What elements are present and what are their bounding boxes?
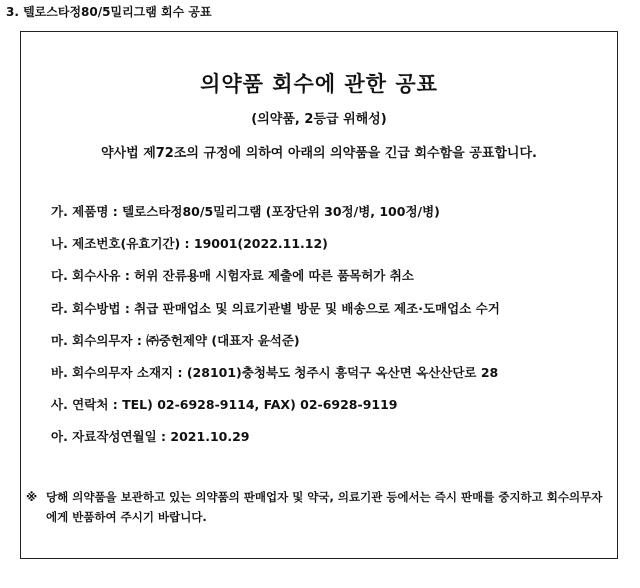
notice-title: 의약품 회수에 관한 공표 <box>200 72 438 96</box>
notice-subtitle: (의약품, 2등급 위해성) <box>251 112 387 127</box>
footnote-text: 당해 의약품을 보관하고 있는 의약품의 판매업자 및 약국, 의료기관 등에서는 즉시 판매를 중지하고 회수의무자에게 반품하여 주시기 바랍니다. <box>46 490 603 524</box>
detail-address: 바. 회수의무자 소재지 : (28101)충청북도 청주시 흥덕구 옥산면 옥산산단로 28 <box>51 364 499 380</box>
detail-recall-method: 라. 회수방법 : 취급 판매업소 및 의료기관별 방문 및 배송으로 제조·도매업소 수거 <box>51 300 500 316</box>
detail-product-name: 가. 제품명 : 텔로스타정80/5밀리그램 (포장단위 30정/병, 100정/병) <box>51 204 440 219</box>
detail-contact: 사. 연락처 : TEL) 02-6928-9114, FAX) 02-6928-9119 <box>51 397 398 413</box>
detail-responsible-party: 마. 회수의무자 : ㈜중헌제약 (대표자 윤석준) <box>51 332 300 348</box>
detail-recall-reason: 다. 회수사유 : 허위 잔류용매 시험자료 제출에 따른 품목허가 취소 <box>51 268 414 284</box>
section-heading: 3. 텔로스타정80/5밀리그램 회수 공표 <box>6 5 212 19</box>
notice-footnote <box>26 487 611 527</box>
detail-lot-number: 나. 제조번호(유효기간) : 19001(2022.11.12) <box>51 236 328 252</box>
recall-details-list <box>51 202 500 460</box>
detail-date: 아. 자료작성연월일 : 2021.10.29 <box>51 429 250 445</box>
recall-notice-box <box>20 31 618 559</box>
notice-intro: 약사법 제72조의 규정에 의하여 아래의 의약품을 긴급 회수함을 공표합니다. <box>101 146 537 161</box>
reference-mark: ※ <box>26 490 38 504</box>
